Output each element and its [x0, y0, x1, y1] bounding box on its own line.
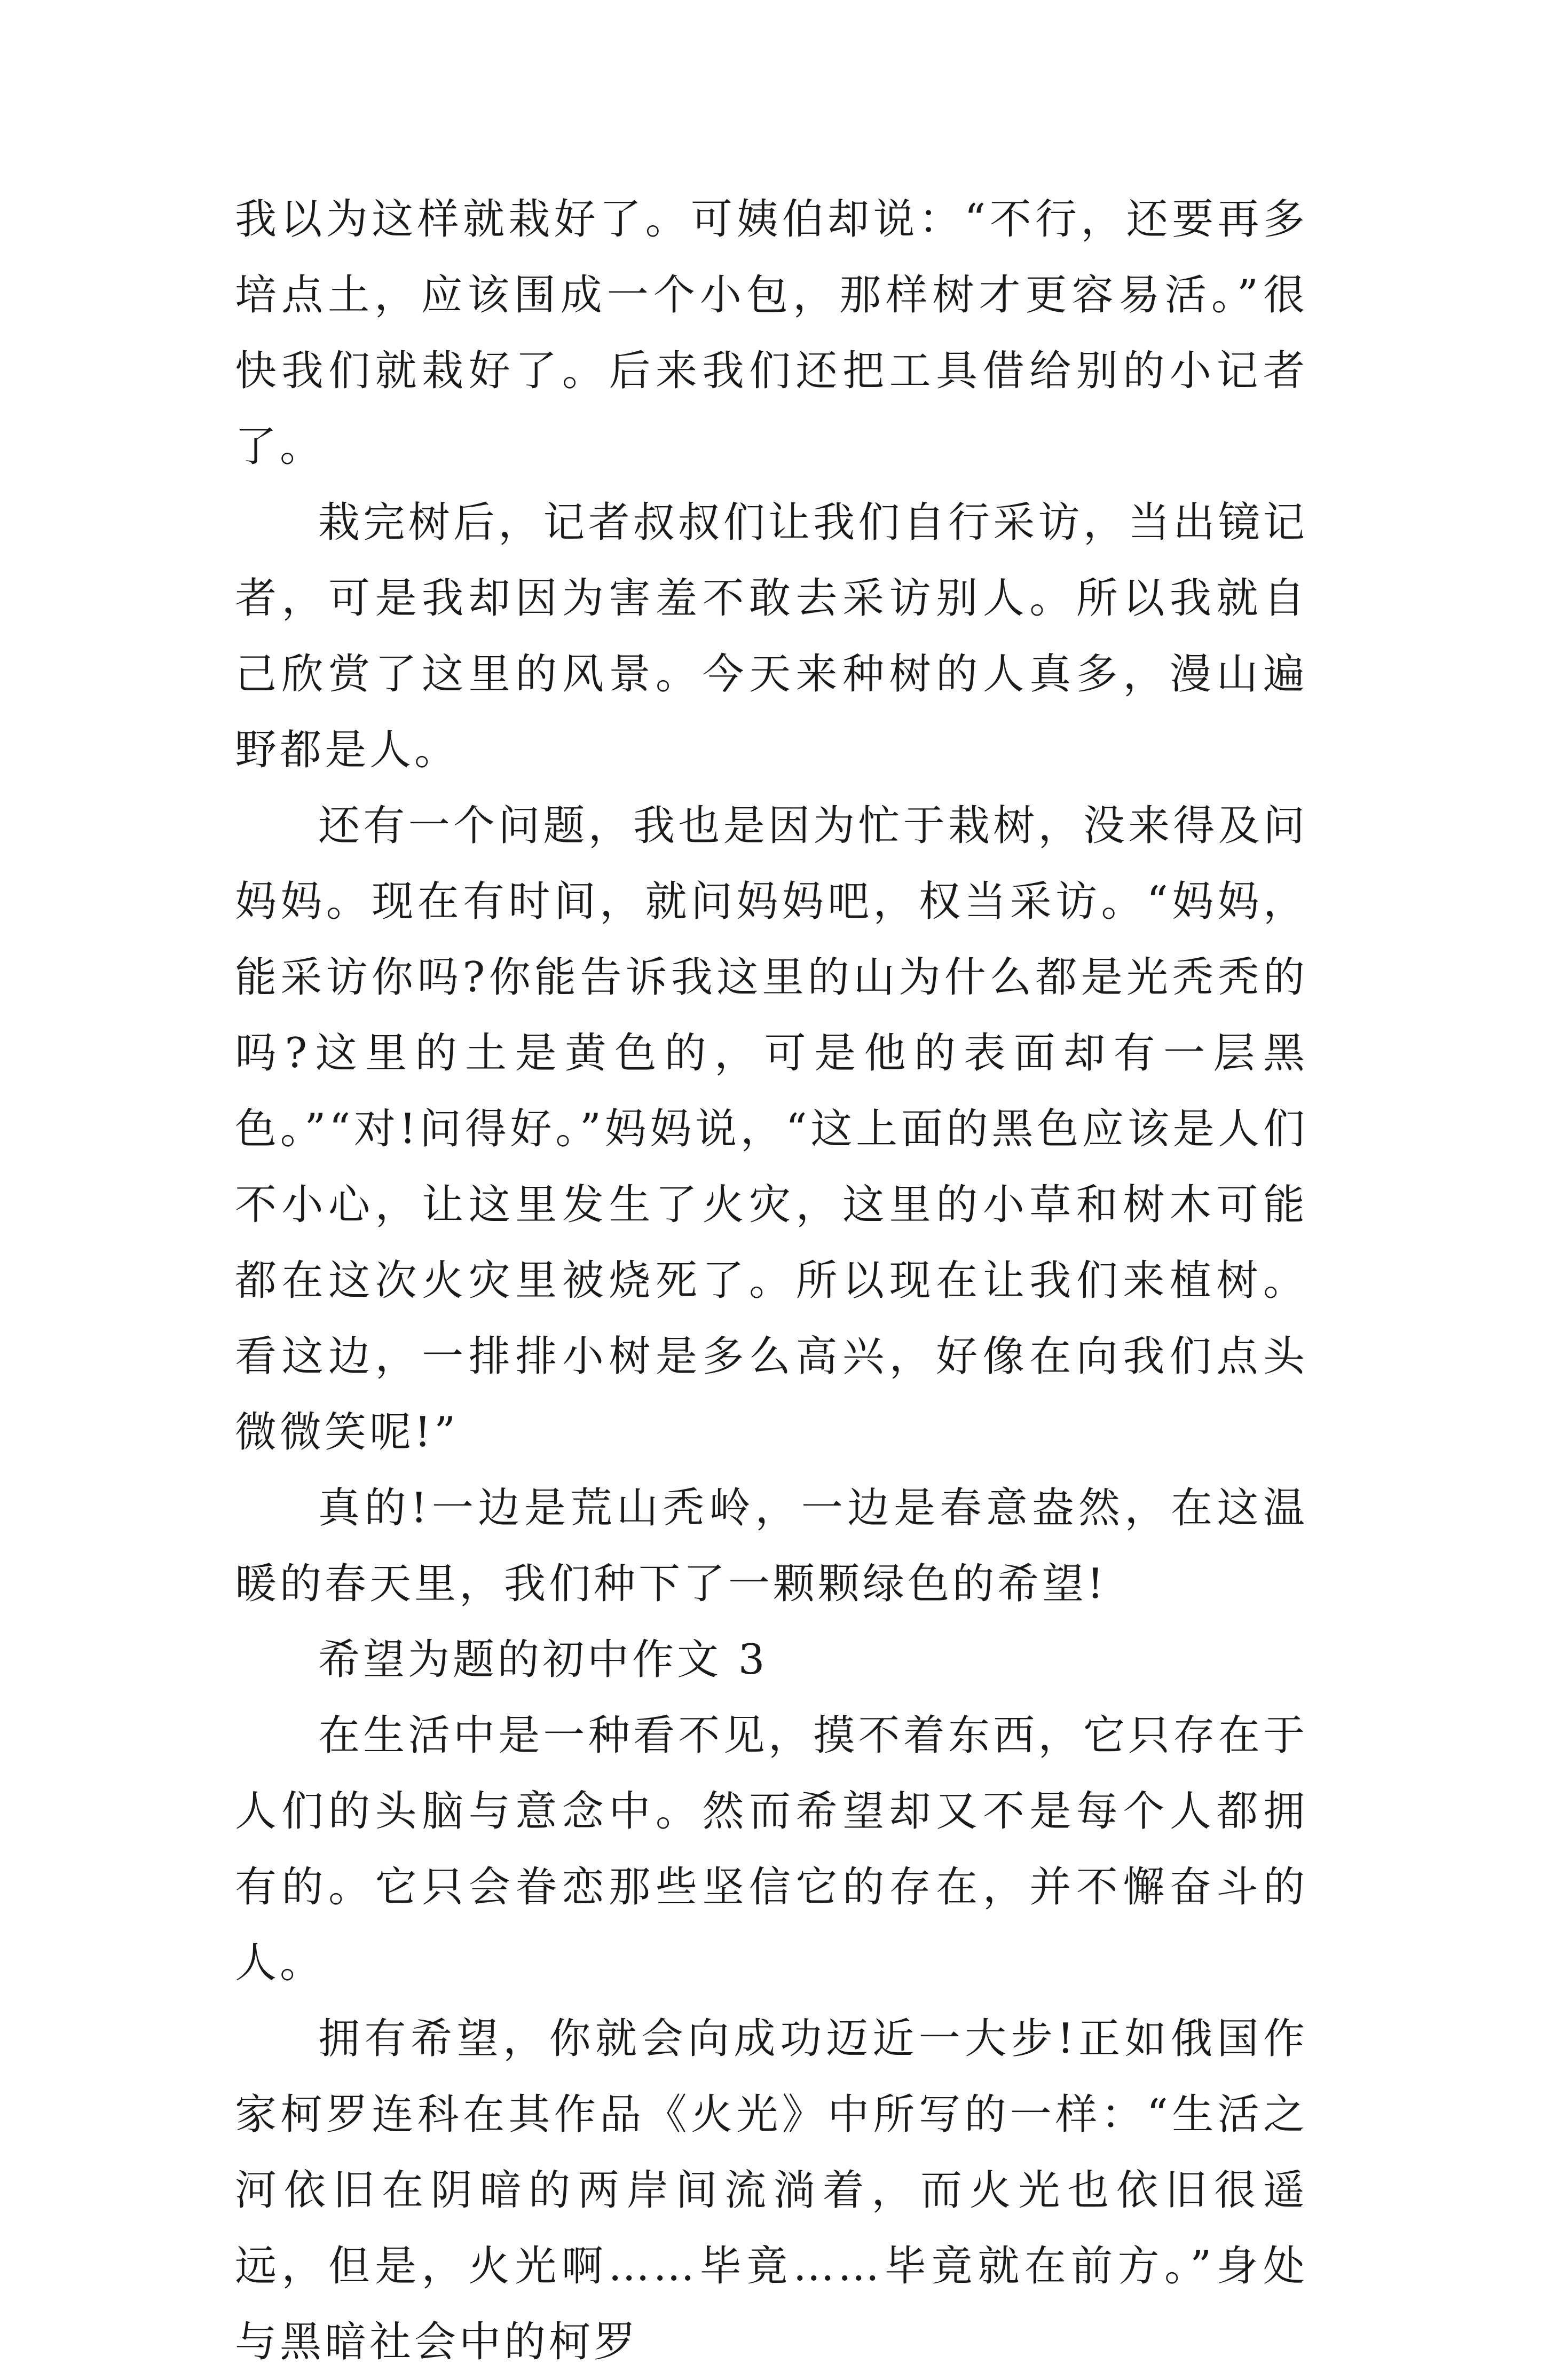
- section-heading: 希望为题的初中作文 3: [318, 1636, 768, 1684]
- paragraph: 拥有希望，你就会向成功迈近一大步!正如俄国作家柯罗连科在其作品《火光》中所写的一样：“生活之河依旧在阴暗的两岸间流淌着，而火光也依旧很遥远，但是，火光啊……毕竟……毕竟就在前方。”身处与黑暗社会中的柯罗: [235, 2015, 1308, 2366]
- paragraph: 栽完树后，记者叔叔们让我们自行采访，当出镜记者，可是我却因为害羞不敢去采访别人。所以我就自己欣赏了这里的风景。今天来种树的人真多，漫山遍野都是人。: [235, 499, 1308, 774]
- document-body: [235, 182, 1308, 2380]
- paragraph: 在生活中是一种看不见，摸不着东西，它只存在于人们的头脑与意念中。然而希望却又不是每个人都拥有的。它只会眷恋那些坚信它的存在，并不懈奋斗的人。: [235, 1712, 1308, 1987]
- paragraph: 还有一个问题，我也是因为忙于栽树，没来得及问妈妈。现在有时间，就问妈妈吧，权当采访。“妈妈，能采访你吗?你能告诉我这里的山为什么都是光秃秃的吗?这里的土是黄色的，可是他的表面却有一层黑色。”“对!问得好。”妈妈说，“这上面的黑色应该是人们不小心，让这里发生了火灾，这里的小草和树木可能都在这次火灾里被烧死了。所以现在让我们来植树。看这边，一排排小树是多么高兴，好像在向我们点头微微笑呢!”: [235, 802, 1308, 1456]
- paragraph-continued: 我以为这样就栽好了。可姨伯却说：“不行，还要再多培点土，应该围成一个小包，那样树才更容易活。”很快我们就栽好了。后来我们还把工具借给别的小记者了。: [235, 195, 1308, 471]
- paragraph: 真的!一边是荒山秃岭，一边是春意盎然，在这温暖的春天里，我们种下了一颗颗绿色的希望!: [235, 1484, 1308, 1608]
